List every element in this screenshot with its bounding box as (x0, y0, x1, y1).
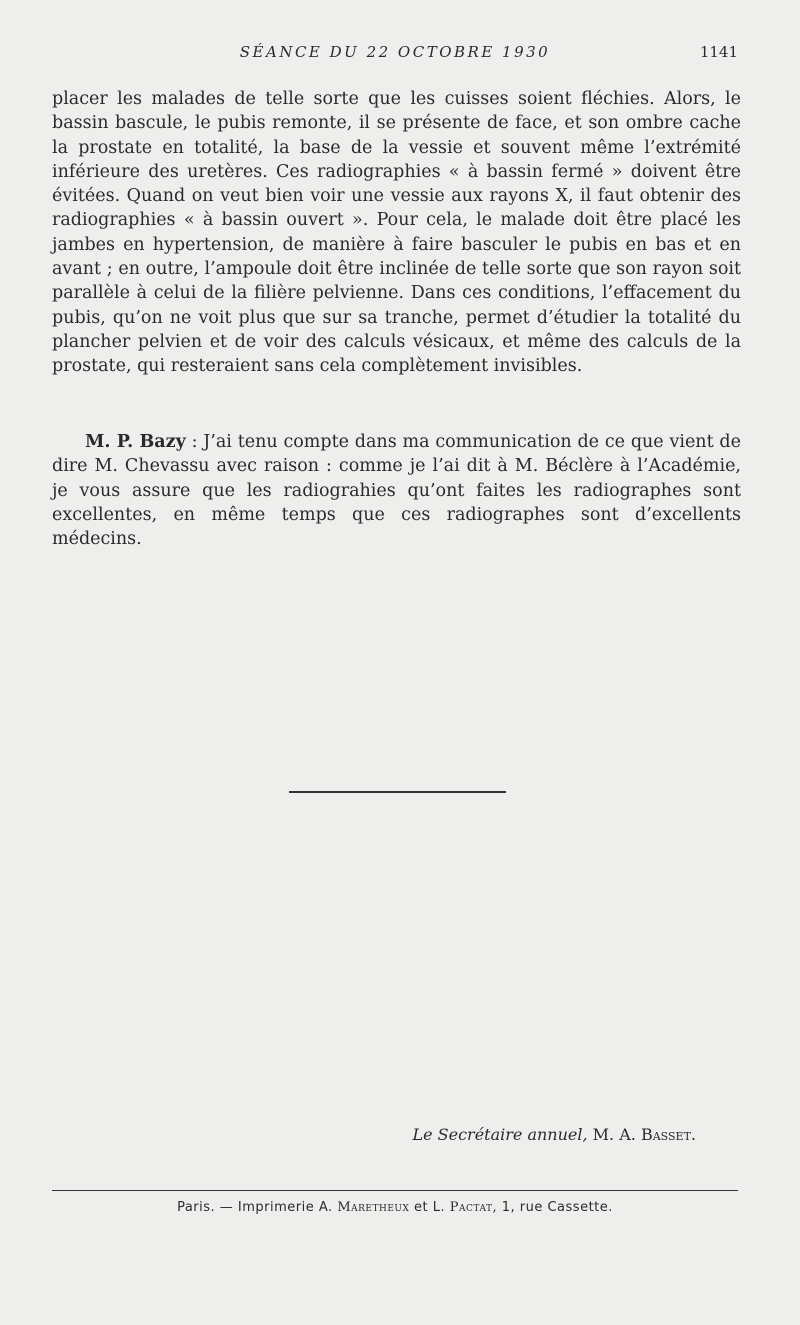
page-header (52, 43, 738, 67)
paragraph-2-text: : J’ai tenu compte dans ma communication de ce que vient de dire M. Chevassu avec raison : comme je l’ai dit à M. Béclère à l’Académie, je vous assure que les radiograhies qu’ont faites les radiographes sont excellentes, en même temps que ces radiographes sont d’excellents médecins. (52, 432, 741, 550)
speaker-name: M. P. Bazy (85, 432, 186, 452)
imprint-address: 1, rue Cassette. (501, 1200, 613, 1215)
paragraph-1: placer les malades de telle sorte que les cuisses soient fléchies. Alors, le bassin bascule, le pubis remonte, il se présente de face, et son ombre cache la prostate en totalité, la base de la vessie et souvent même l’extrémité inférieure des uretères. Ces radiographies « à bassin fermé » doivent être évitées. Quand on veut bien voir une vessie aux rayons X, il faut obtenir des radiographies « à bassin ouvert ». Pour cela, le malade doit être placé les jambes en hypertension, de manière à faire basculer le pubis en bas et en avant ; en outre, l’ampoule doit être inclinée de telle sorte que son rayon soit parallèle à celui de la filière pelvienne. Dans ces conditions, l’effacement du pubis, qu’on ne voit plus que sur sa tranche, permet d’étudier la totalité du plancher pelvien et de voir des calculs vésicaux, et même des calculs de la prostate, qui resteraient sans cela complètement invisibles. (52, 89, 741, 377)
paragraph-2 (52, 430, 741, 551)
imprint-connector: et L. (414, 1200, 446, 1215)
imprint (52, 1200, 738, 1215)
page-number: 1141 (699, 43, 738, 61)
signature-role: Le Secrétaire annuel, (412, 1125, 588, 1144)
section-divider (289, 791, 506, 793)
imprint-prefix: Paris. — Imprimerie A. (177, 1200, 333, 1215)
signature (412, 1125, 696, 1144)
signature-name: M. A. Basset. (592, 1125, 696, 1144)
imprint-printer-1: Maretheux (337, 1200, 410, 1215)
imprint-printer-2: Pactat, (449, 1200, 498, 1215)
footer-divider (52, 1190, 738, 1191)
running-title: SÉANCE DU 22 OCTOBRE 1930 (239, 43, 551, 61)
